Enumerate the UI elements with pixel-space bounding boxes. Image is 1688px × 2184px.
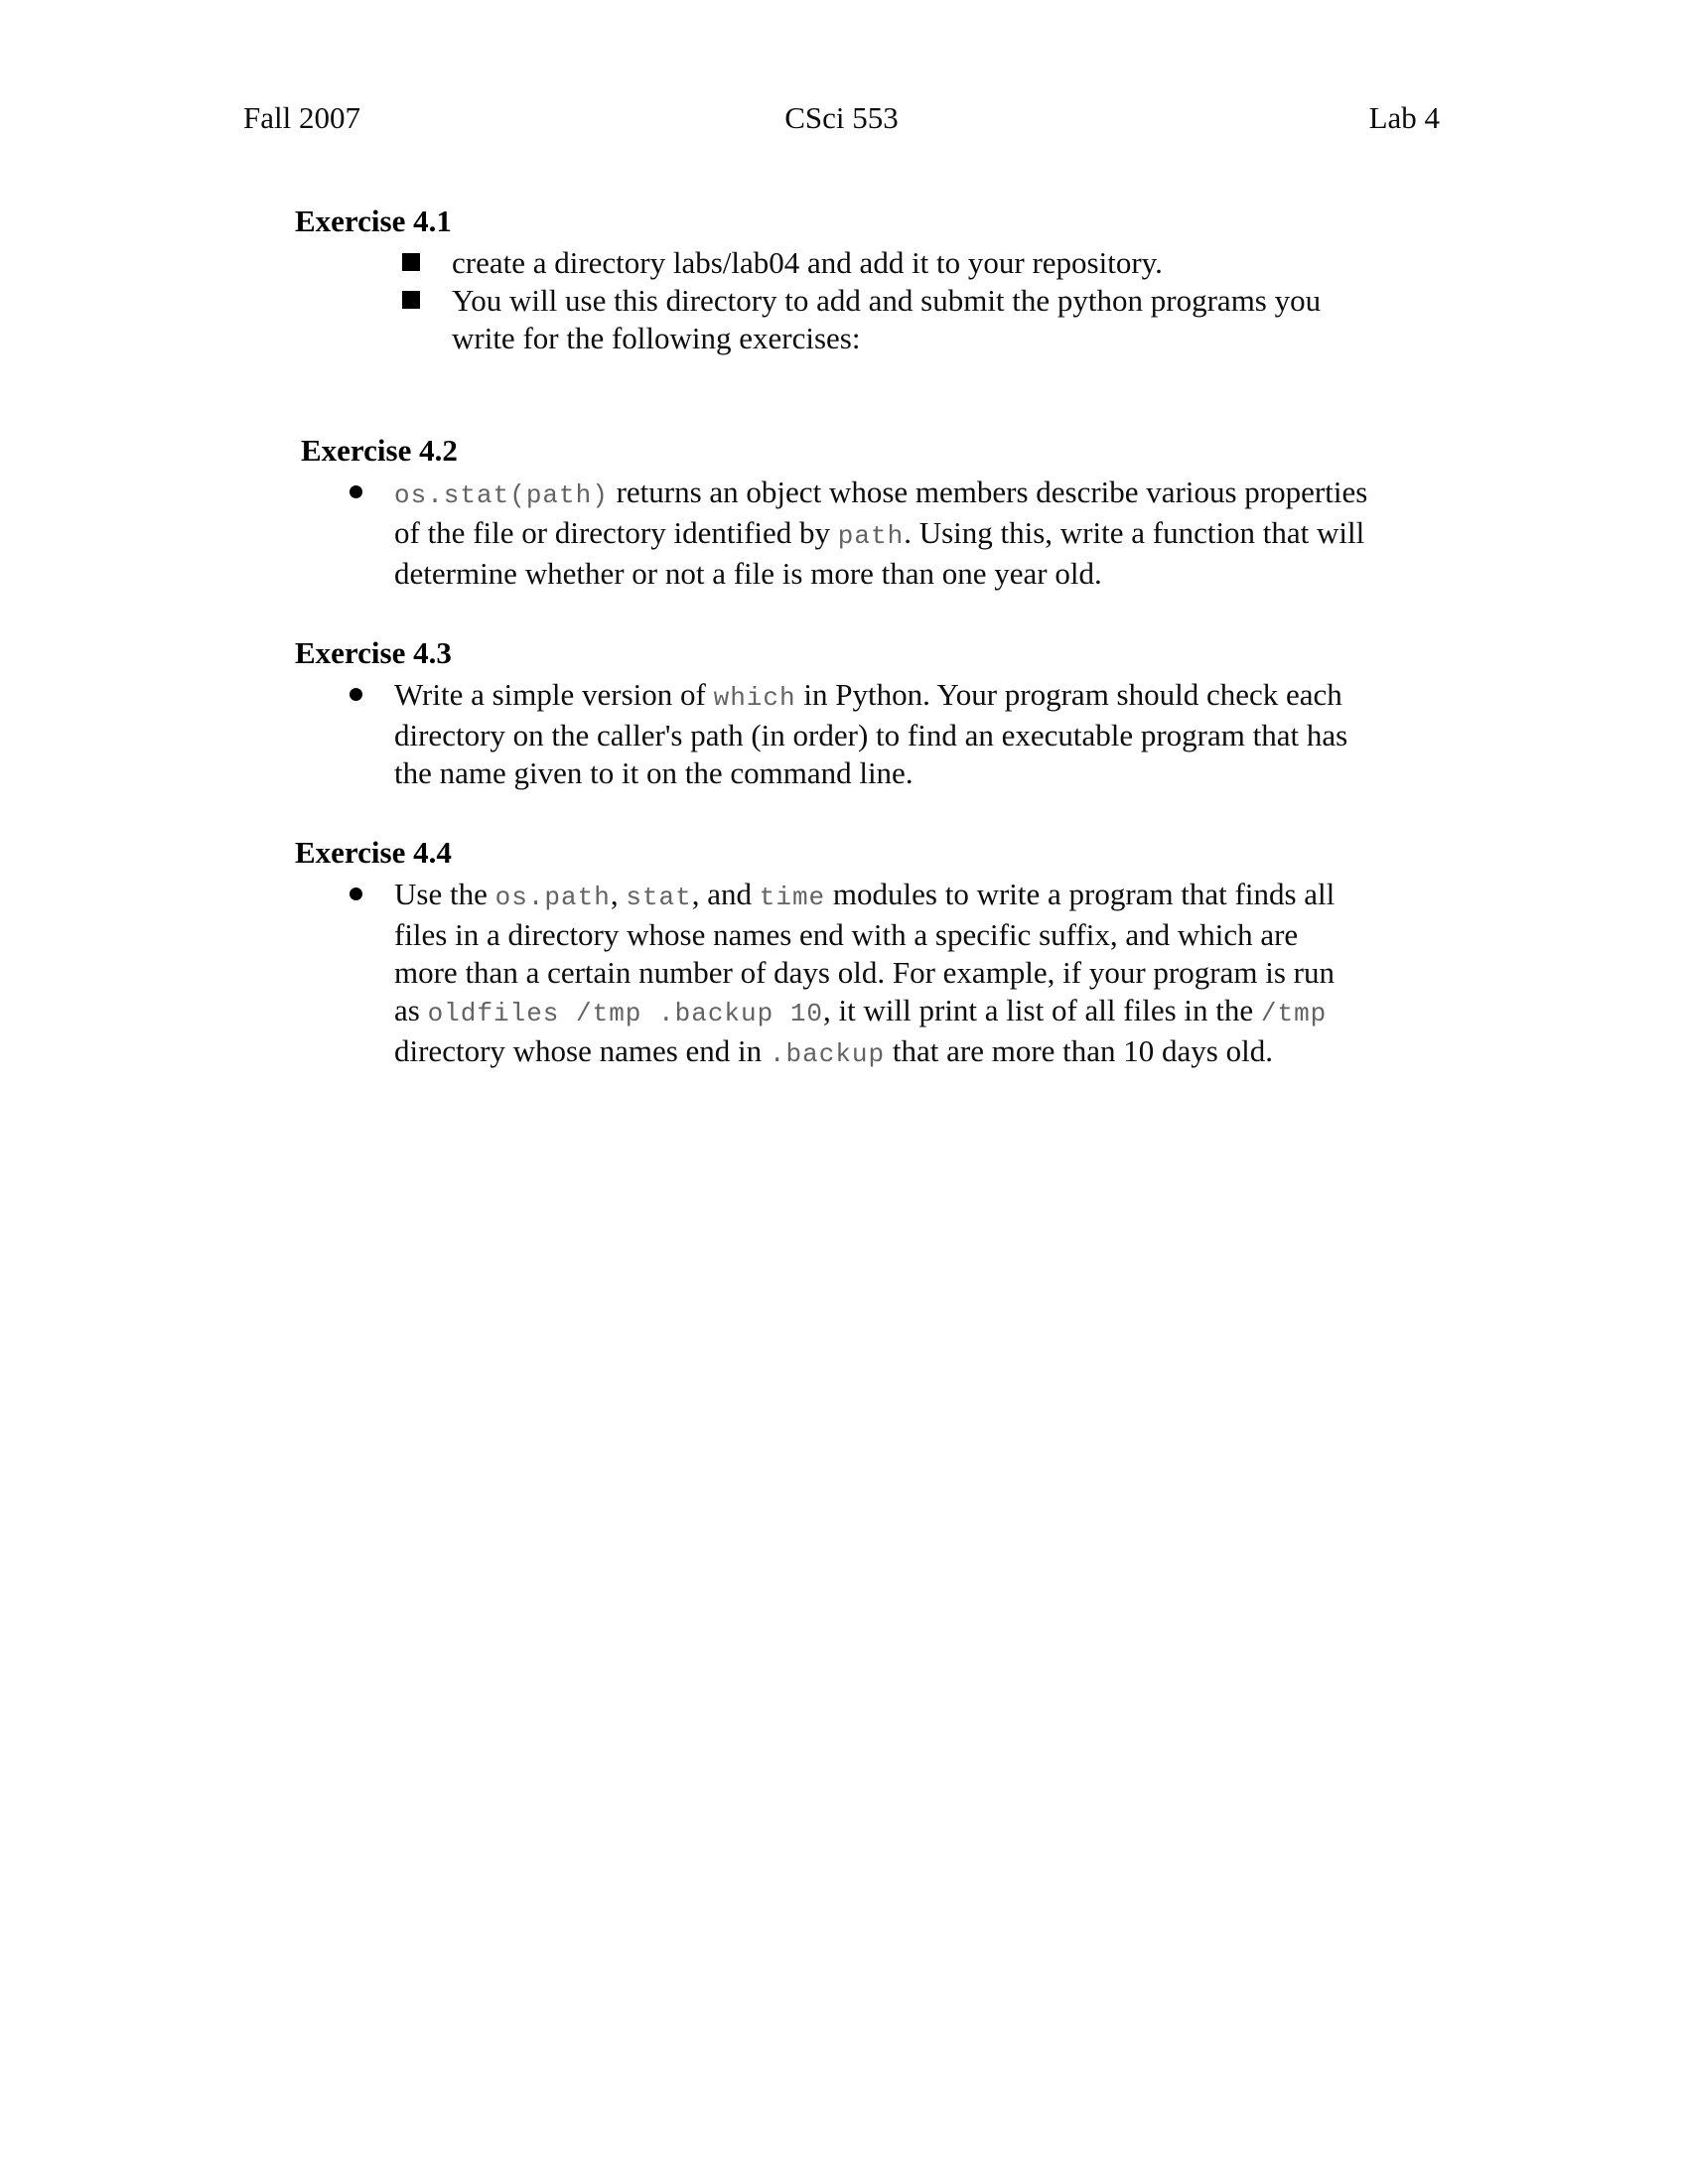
- body-text: write for the following exercises:: [452, 321, 861, 355]
- body-text: modules to write a program that finds all: [825, 877, 1336, 911]
- bullet-list: [243, 474, 1440, 593]
- code-text: os.path: [494, 883, 611, 912]
- item-line: [394, 992, 1440, 1032]
- body-text: determine whether or not a file is more than one year old.: [394, 556, 1102, 591]
- item-line: [394, 916, 1440, 954]
- exercise-section: [243, 834, 1440, 1073]
- bullet-list: [243, 244, 1440, 357]
- exercise-section: [243, 203, 1440, 357]
- body-text: Use the: [394, 877, 495, 911]
- body-text: . Using this, write a function that will: [904, 515, 1365, 550]
- exercise-title: Exercise 4.2: [301, 433, 458, 468]
- header-lab: Lab 4: [1368, 100, 1441, 135]
- code-text: /tmp: [1260, 999, 1328, 1028]
- header-term: Fall 2007: [243, 100, 360, 135]
- body-text: create a directory labs/lab04 and add it to your repository.: [452, 245, 1163, 280]
- code-text: stat: [626, 883, 692, 912]
- item-line: [394, 954, 1440, 992]
- body-text: of the file or directory identified by: [394, 515, 838, 550]
- bullet-list: [243, 876, 1440, 1073]
- body-text: the name given to it on the command line.: [394, 755, 914, 790]
- item-text: [394, 676, 1440, 792]
- header-course: CSci 553: [784, 100, 899, 135]
- item-line: [394, 676, 1440, 717]
- item-line: [394, 555, 1440, 593]
- page-header: [243, 99, 1440, 137]
- exercise-title: Exercise 4.3: [295, 635, 452, 670]
- list-item: [243, 876, 1440, 1073]
- code-text: os.stat(path): [394, 480, 609, 510]
- code-text: .backup: [769, 1039, 886, 1069]
- disc-bullet-icon: [350, 485, 362, 498]
- body-text: in Python. Your program should check each: [795, 677, 1342, 712]
- item-line: [394, 1032, 1440, 1073]
- item-line: [452, 320, 1440, 357]
- body-text: ,: [610, 877, 627, 911]
- disc-bullet-icon: [350, 887, 362, 900]
- body-text: files in a directory whose names end with a specific suffix, and which are: [394, 917, 1299, 952]
- body-text: directory whose names end in: [394, 1033, 770, 1068]
- exercise-title: Exercise 4.1: [295, 204, 452, 238]
- exercise-section: [243, 432, 1440, 593]
- square-bullet-icon: [402, 291, 420, 309]
- square-bullet-icon: [402, 253, 420, 271]
- item-line: [394, 754, 1440, 792]
- code-text: path: [837, 521, 905, 551]
- exercise-section: [243, 634, 1440, 792]
- exercise-title: Exercise 4.4: [295, 835, 452, 870]
- list-item: [243, 244, 1440, 282]
- body-text: as: [394, 993, 428, 1027]
- body-text: , it will print a list of all files in the: [823, 993, 1261, 1027]
- disc-bullet-icon: [350, 688, 362, 701]
- item-line: [394, 876, 1440, 916]
- exercise-sections: [243, 203, 1440, 1073]
- code-text: oldfiles /tmp .backup 10: [427, 999, 824, 1028]
- item-line: [394, 717, 1440, 754]
- body-text: directory on the caller's path (in order) to find an executable program that has: [394, 718, 1348, 752]
- list-item: [243, 474, 1440, 593]
- body-text: more than a certain number of days old. For example, if your program is run: [394, 955, 1335, 990]
- code-text: which: [713, 683, 796, 713]
- item-text: [452, 244, 1440, 282]
- item-line: [394, 514, 1440, 555]
- body-text: Write a simple version of: [394, 677, 714, 712]
- body-text: You will use this directory to add and submit the python programs you: [452, 283, 1322, 318]
- body-text: that are more than 10 days old.: [885, 1033, 1273, 1068]
- body-text: returns an object whose members describe various properties: [608, 475, 1368, 509]
- item-line: [394, 474, 1440, 514]
- item-text: [452, 282, 1440, 357]
- bullet-list: [243, 676, 1440, 792]
- body-text: , and: [691, 877, 760, 911]
- item-text: [394, 876, 1440, 1073]
- code-text: time: [759, 883, 826, 912]
- list-item: [243, 676, 1440, 792]
- item-line: [452, 282, 1440, 320]
- item-text: [394, 474, 1440, 593]
- list-item: [243, 282, 1440, 357]
- item-line: [452, 244, 1440, 282]
